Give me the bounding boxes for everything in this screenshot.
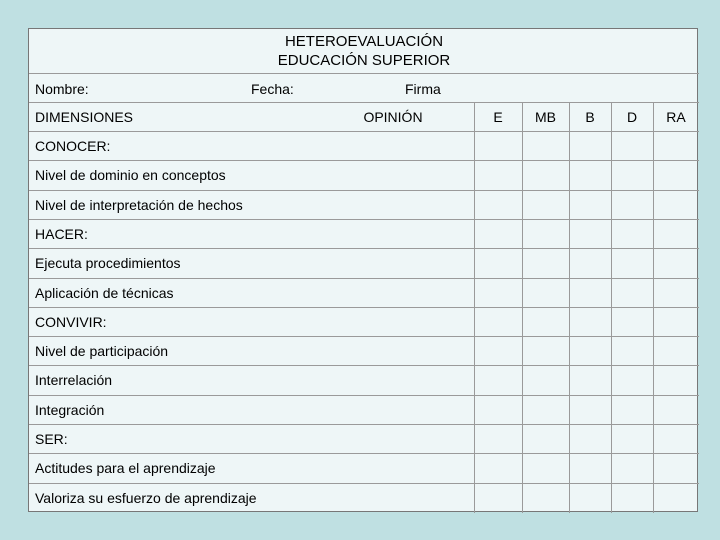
grid-rule (29, 73, 699, 74)
grid-rule (522, 102, 523, 513)
column-header-dimensiones: DIMENSIONES (35, 109, 134, 125)
grid-rule (29, 160, 699, 161)
row-label: CONVIVIR: (35, 313, 107, 330)
grid-rule (29, 395, 699, 396)
row-label: Valoriza su esfuerzo de aprendizaje (35, 489, 257, 506)
form-title: HETEROEVALUACIÓN (284, 33, 444, 50)
row-label: Interrelación (35, 372, 113, 389)
grid-rule (29, 131, 699, 132)
grid-rule (29, 483, 699, 484)
grid-rule (29, 219, 699, 220)
row-label: Ejecuta procedimientos (35, 255, 181, 272)
grid-rule (29, 424, 699, 425)
row-label: Nivel de interpretación de hechos (35, 196, 243, 213)
grid-rule (569, 102, 570, 513)
row-label: Nivel de dominio en conceptos (35, 167, 226, 184)
grid-rule (474, 102, 475, 513)
form-subtitle: EDUCACIÓN SUPERIOR (277, 52, 451, 69)
grid-rule (29, 307, 699, 308)
column-header-opinion: OPINIÓN (363, 109, 423, 125)
column-header-rating-e: E (493, 109, 503, 125)
row-label: SER: (35, 431, 68, 447)
grid-rule (29, 336, 699, 337)
column-header-rating-b: B (585, 109, 595, 125)
fecha-label: Fecha: (251, 81, 294, 97)
row-label: Aplicación de técnicas (35, 284, 174, 301)
nombre-label: Nombre: (35, 81, 89, 97)
row-label: Nivel de participación (35, 343, 169, 360)
grid-rule (29, 248, 699, 249)
row-label: HACER: (35, 225, 88, 242)
row-label: Actitudes para el aprendizaje (35, 460, 216, 477)
evaluation-form (28, 28, 698, 512)
grid-rule (653, 102, 654, 513)
column-header-rating-ra: RA (666, 109, 686, 125)
row-label: CONOCER: (35, 138, 111, 154)
grid-rule (611, 102, 612, 513)
firma-label: Firma (405, 81, 441, 97)
grid-rule (29, 365, 699, 366)
grid-rule (29, 190, 699, 191)
row-label: Integración (35, 401, 105, 418)
column-header-rating-d: D (626, 109, 638, 125)
grid-rule (29, 102, 699, 103)
column-header-rating-mb: MB (535, 109, 556, 125)
grid-rule (29, 453, 699, 454)
grid-rule (29, 278, 699, 279)
